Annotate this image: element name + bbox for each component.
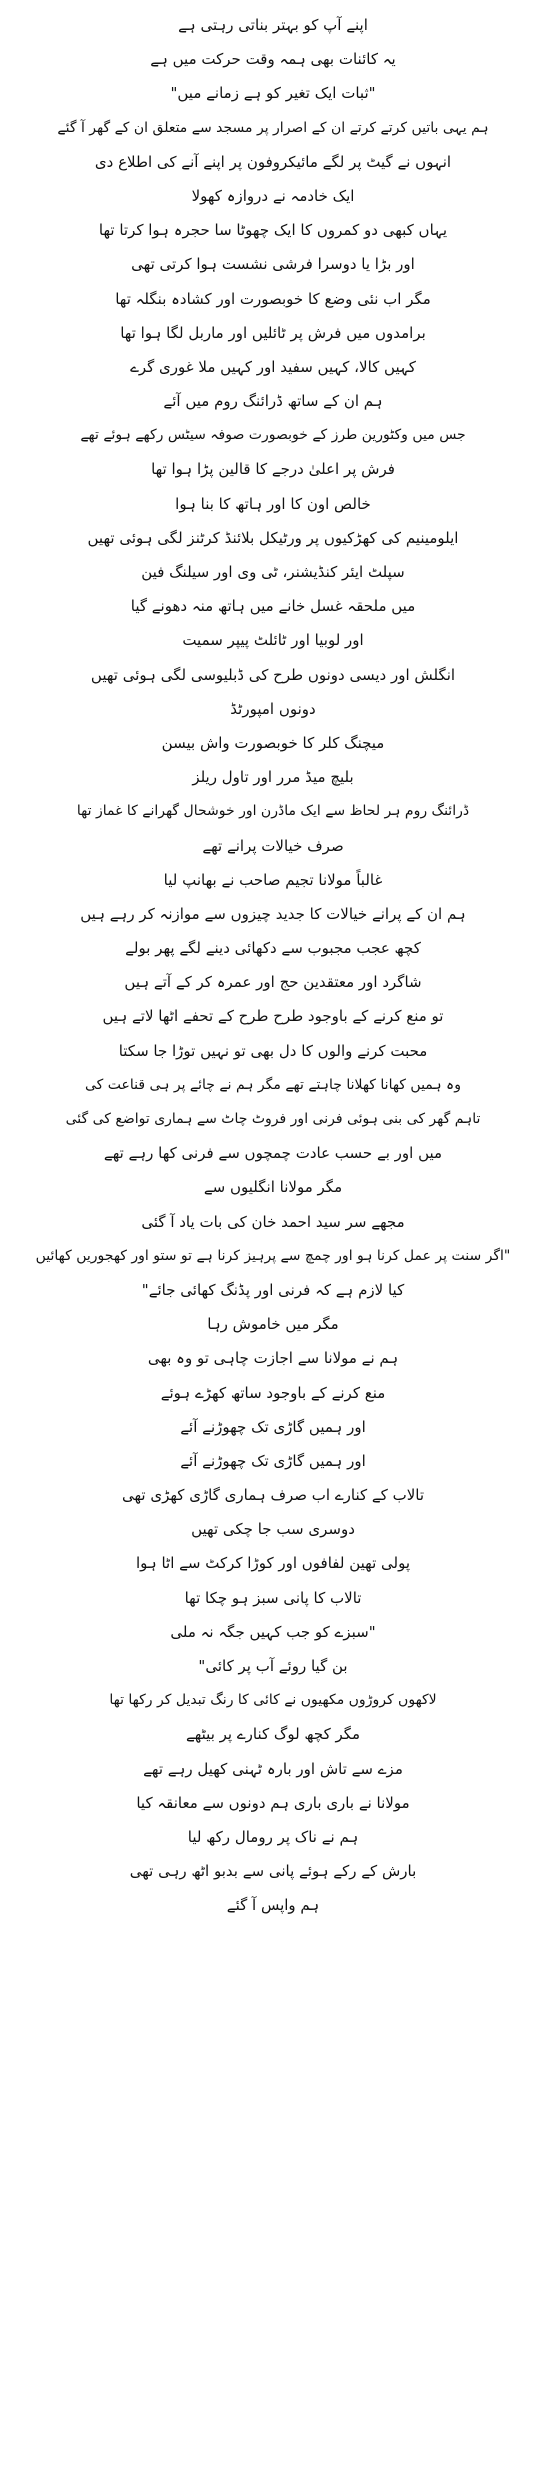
poem-line: تاہم گھر کی بنی ہوئی فرنی اور فروٹ چاٹ سے ہماری تواضع کی گئی: [65, 1111, 481, 1127]
poem-line: سپلٹ ایئر کنڈیشنر، ٹی وی اور سیلنگ فین: [141, 563, 405, 581]
poem-line: اپنے آپ کو بہتر بناتی رہتی ہے: [178, 16, 368, 34]
poem-line: ہم واپس آ گئے: [226, 1896, 320, 1915]
poem-text: [0, 8, 546, 1923]
poem-line: شاگرد اور معتقدین حج اور عمرہ کر کے آتے ہیں: [124, 973, 422, 992]
poem-line: کچھ عجب مجبوب سے دکھائی دینے لگے پھر بولے: [125, 939, 421, 958]
poem-line: کہیں کالا، کہیں سفید اور کہیں ملا غوری گرے: [130, 357, 416, 376]
poem-line: تالاب کے کنارے اب صرف ہماری گاڑی کھڑی تھی: [122, 1486, 424, 1505]
poem-line: لاکھوں کروڑوں مکھیوں نے کائی کا رنگ تبدیل کر رکھا تھا: [109, 1692, 437, 1709]
poem-line: انہوں نے گیٹ پر لگے مائیکروفون پر اپنے آنے کی اطلاع دی: [94, 152, 452, 171]
poem-line: بلیچ میڈ مرر اور تاول ریلز: [192, 768, 354, 787]
poem-line: میں اور بے حسب عادت چمچوں سے فرنی کھا رہے تھے: [103, 1144, 443, 1163]
poem-line: وہ ہمیں کھانا کھلانا چاہتے تھے مگر ہم نے چائے پر ہی قناعت کی: [85, 1076, 461, 1093]
poem-line: دونوں امپورٹڈ: [230, 699, 316, 718]
poem-line: مگر کچھ لوگ کنارے پر بیٹھے: [185, 1725, 361, 1744]
poem-line: فرش پر اعلیٰ درجے کا قالین پڑا ہوا تھا: [151, 460, 395, 479]
poem-line: یہاں کبھی دو کمروں کا ایک چھوٹا سا حجرہ ہوا کرتا تھا: [98, 221, 448, 240]
poem-line: مجھے سر سید احمد خان کی بات یاد آ گئی: [141, 1212, 405, 1231]
poem-line: دوسری سب جا چکی تھیں: [191, 1520, 355, 1539]
poem-line: صرف خیالات پرانے تھے: [202, 836, 344, 855]
poem-line: مزے سے تاش اور بارہ ٹہنی کھیل رہے تھے: [143, 1759, 403, 1778]
poem-line: یہ کائنات بھی ہمہ وقت حرکت میں ہے: [150, 50, 396, 69]
poem-line: ہم ان کے پرانے خیالات کا جدید چیزوں سے موازنہ کر رہے ہیں: [80, 904, 466, 923]
poem-line: "سبزے کو جب کہیں جگہ نہ ملی: [170, 1622, 376, 1641]
poem-line: اور ہمیں گاڑی تک چھوڑنے آئے: [180, 1451, 366, 1470]
poem-line: برامدوں میں فرش پر ٹائلیں اور ماربل لگا ہوا تھا: [120, 323, 426, 342]
poem-line: مگر میں خاموش رہا: [207, 1315, 339, 1334]
poem-line: انگلش اور دیسی دونوں طرح کی ڈبلیوسی لگی ہوئی تھیں: [90, 665, 456, 684]
poem-line: ہم ان کے ساتھ ڈرائنگ روم میں آئے: [163, 392, 383, 411]
poem-line: غالباً مولانا تجیم صاحب نے بھانپ لیا: [163, 870, 383, 889]
poem-line: جس میں وکٹورین طرز کے خوبصورت صوفہ سیٹس رکھے ہوئے تھے: [80, 427, 466, 444]
poem-line: مگر مولانا انگلیوں سے: [203, 1178, 343, 1197]
poem-line: خالص اون کا اور ہاتھ کا بنا ہوا: [175, 494, 371, 513]
poem-line: ہم نے مولانا سے اجازت چاہی تو وہ بھی: [147, 1349, 399, 1368]
poem-line: اور ہمیں گاڑی تک چھوڑنے آئے: [180, 1417, 366, 1436]
poem-line: محبت کرنے والوں کا دل بھی تو نہیں توڑا جا سکتا: [118, 1041, 428, 1060]
poem-line: مگر اب نئی وضع کا خوبصورت اور کشادہ بنگلہ تھا: [115, 289, 431, 308]
poem-line: منع کرنے کے باوجود ساتھ کھڑے ہوئے: [160, 1383, 386, 1402]
poem-line: ہم نے ناک پر رومال رکھ لیا: [187, 1827, 359, 1846]
poem-line: ایلومینیم کی کھڑکیوں پر ورٹیکل بلائنڈ کرٹنز لگی ہوئی تھیں: [87, 528, 459, 547]
poem-line: بن گیا روئے آب پر کائی": [198, 1657, 348, 1675]
poem-line: ڈرائنگ روم ہر لحاظ سے ایک ماڈرن اور خوشحال گھرانے کا غماز تھا: [76, 803, 470, 820]
poem-line: پولی تھین لفافوں اور کوڑا کرکٹ سے اٹا ہوا: [135, 1554, 411, 1573]
poem-line: تو منع کرنے کے باوجود طرح طرح کے تحفے اٹھا لاتے ہیں: [102, 1007, 444, 1026]
poem-line: مولانا نے باری باری ہم دونوں سے معانقہ کیا: [136, 1793, 410, 1812]
poem-line: ایک خادمہ نے دروازہ کھولا: [191, 186, 355, 205]
poem-line: ہم یہی باتیں کرتے کرتے ان کے اصرار پر مسجد سے متعلق ان کے گھر آ گئے: [57, 119, 489, 136]
poem-line: "ثبات ایک تغیر کو ہے زمانے میں": [170, 84, 376, 103]
poem-line: میچنگ کلر کا خوبصورت واش بیسن: [161, 733, 385, 752]
poem-line: "اگر سنت پر عمل کرنا ہو اور چمچ سے پرہیز کرنا ہے تو ستو اور کھجوریں کھائیں: [35, 1247, 511, 1264]
poem-line: اور بڑا یا دوسرا فرشی نشست ہوا کرتی تھی: [131, 255, 415, 274]
poem-line: تالاب کا پانی سبز ہو چکا تھا: [184, 1588, 362, 1607]
poem-line: کیا لازم ہے کہ فرنی اور پڈنگ کھائی جائے": [141, 1280, 405, 1299]
poem-line: میں ملحقہ غسل خانے میں ہاتھ منہ دھونے گیا: [130, 597, 416, 616]
poem-line: اور لوبیا اور ٹائلٹ پیپر سمیت: [182, 631, 364, 650]
poem-line: بارش کے رکے ہوئے پانی سے بدبو اٹھ رہی تھی: [129, 1862, 417, 1881]
